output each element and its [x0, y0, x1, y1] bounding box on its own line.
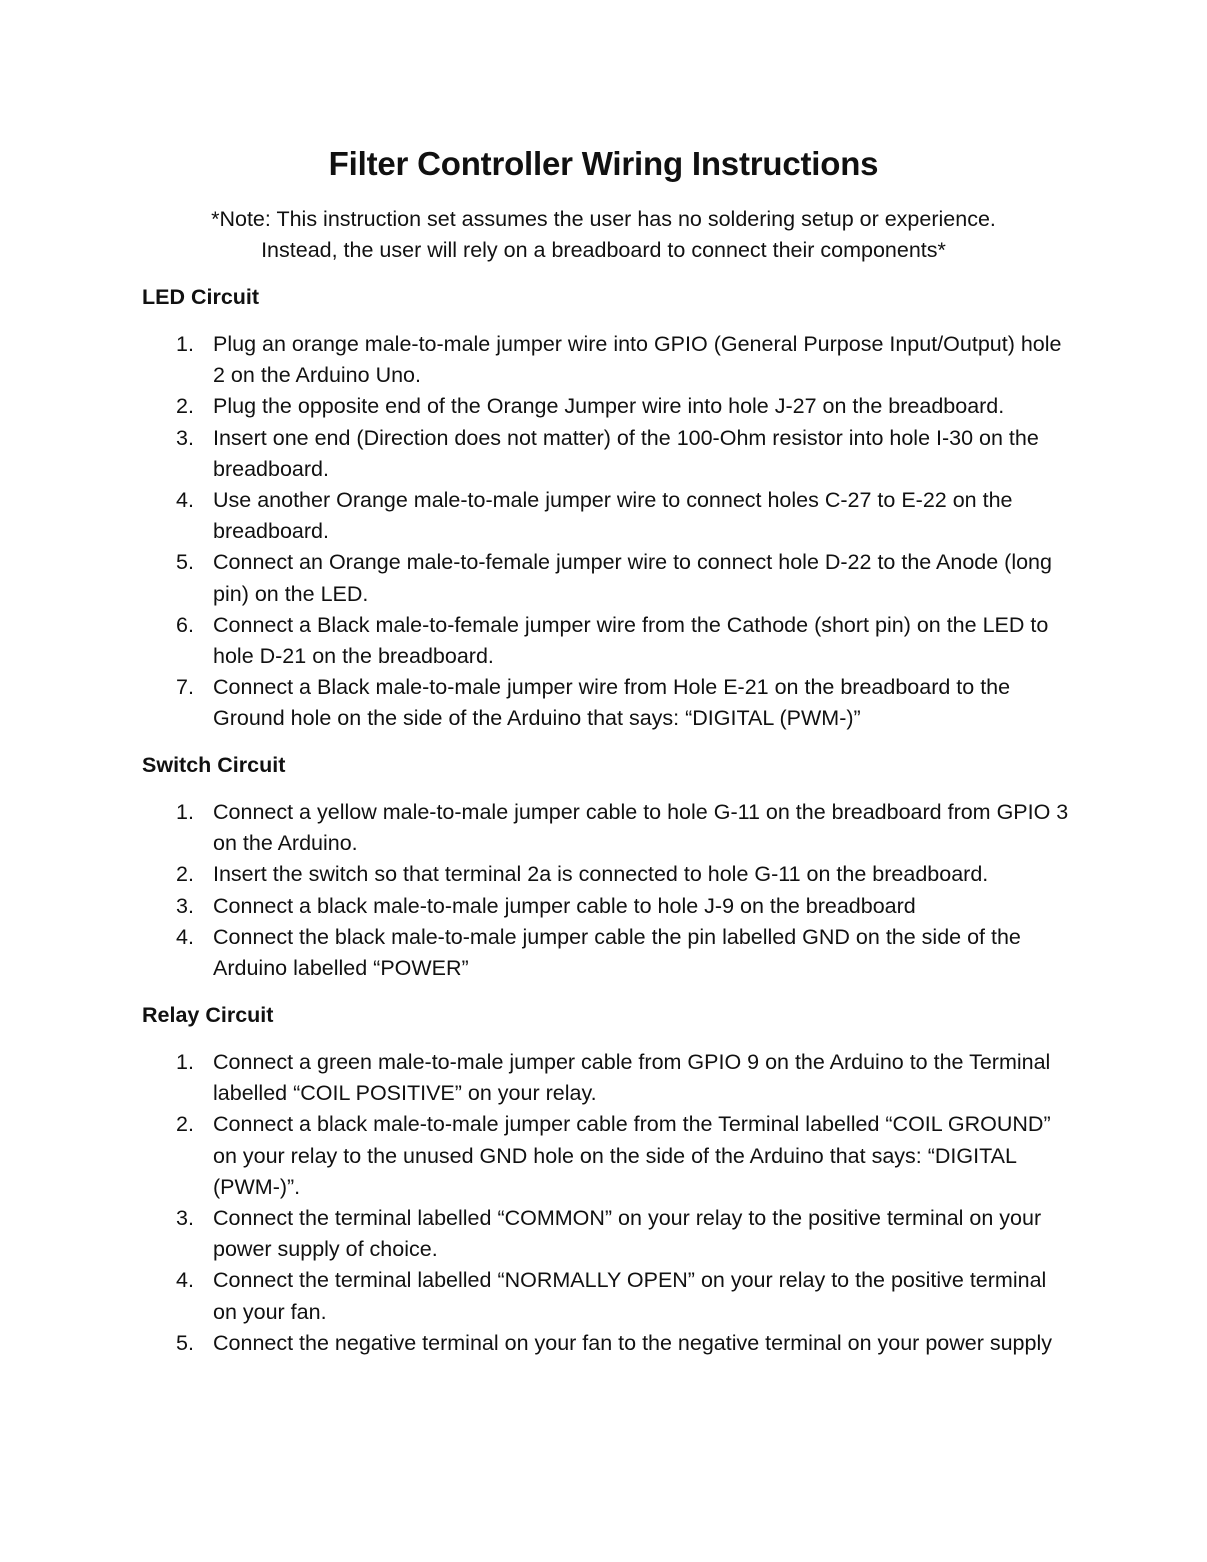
step-text: Connect the terminal labelled “COMMON” on your relay to the positive terminal on your power supply of choice. [213, 1206, 1042, 1262]
step-text: Connect the terminal labelled “NORMALLY OPEN” on your relay to the positive terminal on your fan. [213, 1268, 1047, 1324]
step-number: 1. [176, 332, 194, 356]
step-number: 5. [176, 1330, 194, 1355]
step-text: Connect a yellow male-to-male jumper cable to hole G-11 on the breadboard from GPIO 3 on the Arduino. [213, 800, 1069, 856]
step-number: 2. [176, 1112, 194, 1137]
list-item [142, 547, 1072, 609]
list-item [142, 859, 1072, 890]
step-text: Connect the negative terminal on your fan to the negative terminal on your power supply [213, 1330, 1052, 1355]
step-number: 4. [176, 924, 194, 949]
step-text: Connect a Black male-to-female jumper wire from the Cathode (short pin) on the LED to hole D-21 on the breadboard. [213, 612, 1049, 669]
step-text: Connect an Orange male-to-female jumper wire to connect hole D-22 to the Anode (long pin) on the LED. [213, 550, 1052, 606]
step-text: Connect a black male-to-male jumper cable from the Terminal labelled “COIL GROUND” on your relay to the unused GND hole on the side of the Arduino that says: “DIGITAL (PWM-)”. [213, 1112, 1051, 1199]
list-item [142, 610, 1072, 672]
step-text: Connect the black male-to-male jumper cable the pin labelled GND on the side of the Arduino labelled “POWER” [213, 924, 1021, 981]
list-item [142, 1047, 1072, 1109]
assumption-note [0, 204, 1207, 266]
step-number: 6. [176, 612, 194, 637]
step-number: 4. [176, 1268, 194, 1293]
relay-circuit-steps [142, 1047, 1072, 1359]
step-number: 5. [176, 550, 194, 575]
list-item [142, 672, 1072, 734]
switch-circuit-steps [142, 797, 1072, 984]
list-item [142, 1328, 1072, 1359]
list-item [142, 1265, 1072, 1327]
step-number: 7. [176, 675, 194, 700]
step-text: Connect a Black male-to-male jumper wire from Hole E-21 on the breadboard to the Ground hole on the side of the Arduino that says: “DIGITAL (PWM-)” [213, 675, 1011, 731]
list-item [142, 797, 1072, 859]
section-heading-switch-circuit: Switch Circuit [142, 753, 286, 777]
list-item [142, 1109, 1072, 1203]
list-item [142, 485, 1072, 547]
list-item [142, 423, 1072, 485]
step-number: 2. [176, 394, 194, 419]
list-item [142, 922, 1072, 984]
led-circuit-steps [142, 329, 1072, 735]
section-heading-relay-circuit: Relay Circuit [142, 1003, 274, 1027]
step-text: Connect a green male-to-male jumper cable from GPIO 9 on the Arduino to the Terminal labelled “COIL POSITIVE” on your relay. [213, 1050, 1051, 1106]
step-text: Plug the opposite end of the Orange Jumper wire into hole J-27 on the breadboard. [213, 394, 1005, 419]
step-number: 3. [176, 1206, 194, 1231]
step-text: Insert the switch so that terminal 2a is connected to hole G-11 on the breadboard. [213, 862, 989, 887]
step-number: 2. [176, 862, 194, 887]
note-line: *Note: This instruction set assumes the user has no soldering setup or experience. [211, 207, 996, 231]
step-number: 3. [176, 425, 194, 450]
list-item [142, 391, 1072, 422]
step-text: Use another Orange male-to-male jumper wire to connect holes C-27 to E-22 on the breadboard. [213, 488, 1013, 544]
section-heading-led-circuit: LED Circuit [142, 285, 260, 309]
step-number: 3. [176, 893, 194, 918]
step-number: 4. [176, 488, 194, 513]
note-line: Instead, the user will rely on a breadboard to connect their components* [261, 238, 946, 262]
step-text: Plug an orange male-to-male jumper wire into GPIO (General Purpose Input/Output) hole 2 on the Arduino Uno. [213, 332, 1062, 388]
step-number: 1. [176, 800, 194, 824]
step-number: 1. [176, 1050, 194, 1074]
step-text: Connect a black male-to-male jumper cable to hole J-9 on the breadboard [213, 893, 916, 918]
document-title: Filter Controller Wiring Instructions [328, 145, 879, 182]
step-text: Insert one end (Direction does not matter) of the 100-Ohm resistor into hole I-30 on the breadboard. [213, 425, 1039, 481]
list-item [142, 329, 1072, 391]
list-item [142, 1203, 1072, 1265]
list-item [142, 891, 1072, 922]
